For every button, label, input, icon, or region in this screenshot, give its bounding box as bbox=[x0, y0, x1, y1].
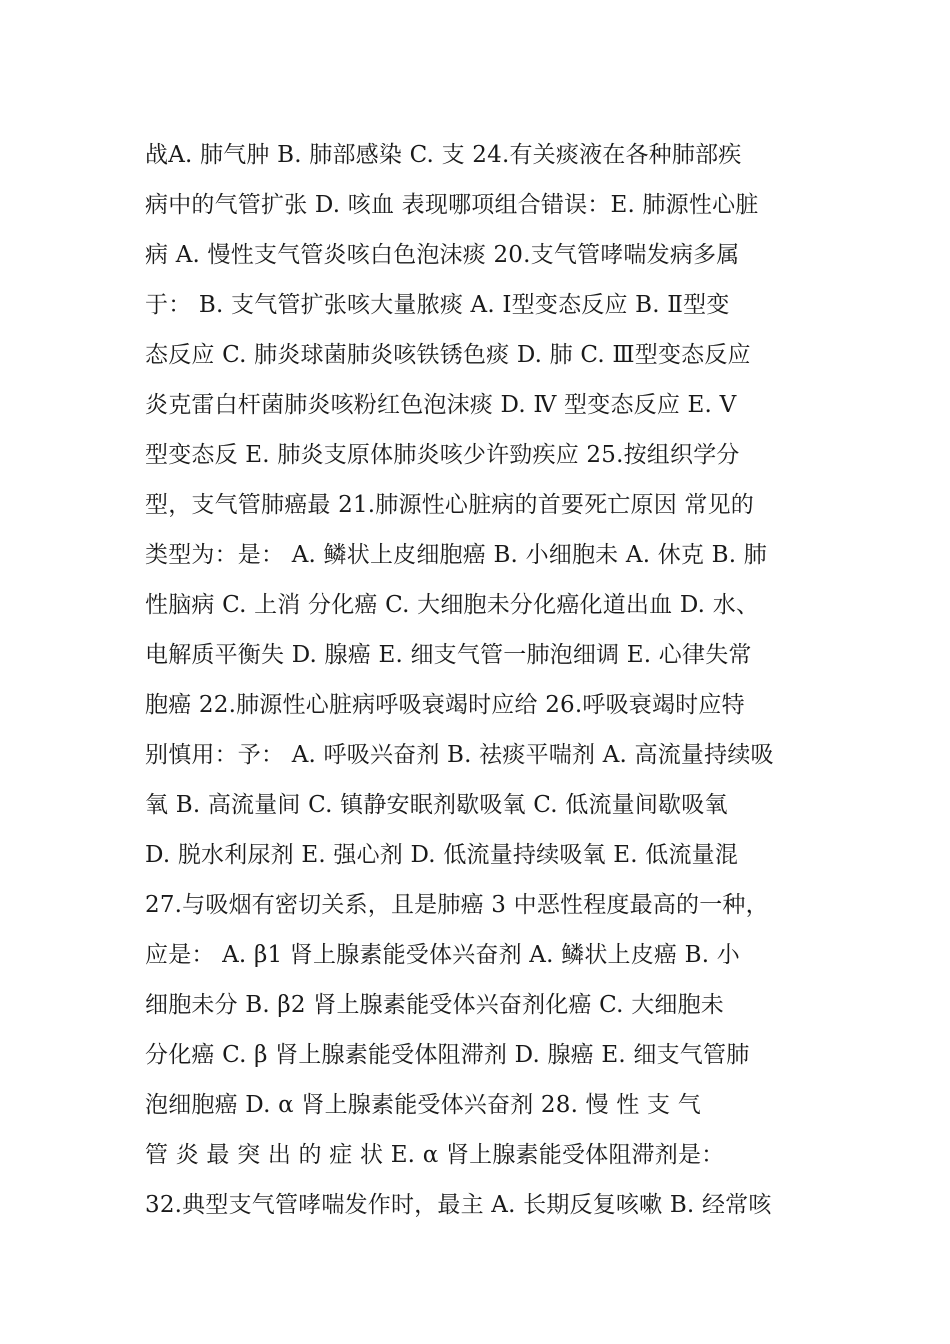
text-line: 型变态反 E. 肺炎支原体肺炎咳少许勁疾应 25.按组织学分 bbox=[145, 442, 740, 468]
text-line: 别慎用：予： A. 呼吸兴奋剂 B. 祛痰平喘剂 A. 高流量持续吸 bbox=[145, 742, 774, 768]
document-text-body bbox=[145, 130, 810, 1230]
text-line: 型，支气管肺癌最 21.肺源性心脏病的首要死亡原因 常见的 bbox=[145, 492, 754, 518]
text-line: D. 脱水利尿剂 E. 强心剂 D. 低流量持续吸氧 E. 低流量混 bbox=[145, 842, 739, 868]
text-line: 炎克雷白杆菌肺炎咳粉红色泡沫痰 D. Ⅳ 型变态反应 E. Ⅴ bbox=[145, 392, 737, 418]
text-line: 病中的气管扩张 D. 咳血 表现哪项组合错误：E. 肺源性心脏 bbox=[145, 192, 759, 218]
text-line: 细胞未分 B. β2 肾上腺素能受体兴奋剂化癌 C. 大细胞未 bbox=[145, 992, 724, 1018]
text-line: 病 A. 慢性支气管炎咳白色泡沫痰 20.支气管哮喘发病多属 bbox=[145, 242, 740, 268]
text-line: 胞癌 22.肺源性心脏病呼吸衰竭时应给 26.呼吸衰竭时应特 bbox=[145, 692, 745, 718]
text-line: 于： B. 支气管扩张咳大量脓痰 A. Ⅰ型变态反应 B. Ⅱ型变 bbox=[145, 292, 730, 318]
text-line: 战A. 肺气肿 B. 肺部感染 C. 支 24.有关痰液在各种肺部疾 bbox=[145, 142, 742, 168]
text-line: 应是： A. β1 肾上腺素能受体兴奋剂 A. 鳞状上皮癌 B. 小 bbox=[145, 942, 740, 968]
text-line: 态反应 C. 肺炎球菌肺炎咳铁锈色痰 D. 肺 C. Ⅲ型变态反应 bbox=[145, 342, 751, 368]
text-line: 27.与吸烟有密切关系，且是肺癌 3 中恶性程度最高的一种， bbox=[145, 892, 769, 918]
text-line: 电解质平衡失 D. 腺癌 E. 细支气管一肺泡细调 E. 心律失常 bbox=[145, 642, 752, 668]
text-line: 分化癌 C. β 肾上腺素能受体阻滞剂 D. 腺癌 E. 细支气管肺 bbox=[145, 1042, 750, 1068]
text-line: 类型为：是： A. 鳞状上皮细胞癌 B. 小细胞未 A. 休克 B. 肺 bbox=[145, 542, 767, 568]
text-line: 管 炎 最 突 出 的 症 状 E. α 肾上腺素能受体阻滞剂是： bbox=[145, 1142, 725, 1168]
text-line: 氧 B. 高流量间 C. 镇静安眠剂歇吸氧 C. 低流量间歇吸氧 bbox=[145, 792, 728, 818]
text-line: 32.典型支气管哮喘发作时，最主 A. 长期反复咳嗽 B. 经常咳 bbox=[145, 1192, 772, 1218]
text-line: 性脑病 C. 上消 分化癌 C. 大细胞未分化癌化道出血 D. 水、 bbox=[145, 592, 760, 618]
text-line: 泡细胞癌 D. α 肾上腺素能受体兴奋剂 28. 慢 性 支 气 bbox=[145, 1092, 701, 1118]
